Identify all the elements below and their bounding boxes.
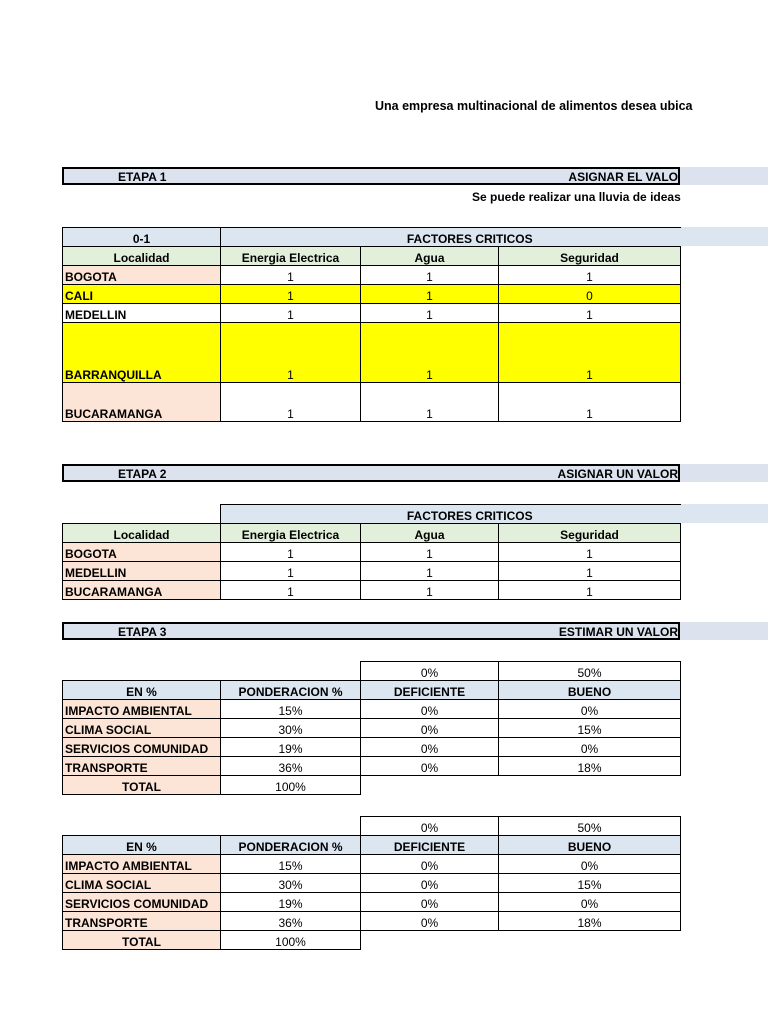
security-cell: 1 [499,266,681,285]
empty-cell [221,817,361,836]
locality-cell: CALI [63,285,221,304]
stage1-header-ext [680,227,768,246]
stage1-factors-header: FACTORES CRITICOS [221,228,681,247]
table-row [63,266,681,285]
col-weight: PONDERACION % [221,836,361,855]
table-row [63,323,681,383]
table-row [63,738,681,757]
security-cell: 1 [499,304,681,323]
col-en: EN % [63,681,221,700]
stage2-factors-header: FACTORES CRITICOS [221,505,681,524]
weight-cell: 19% [221,893,361,912]
good-cell: 18% [499,912,681,931]
table-row [63,719,681,738]
energy-cell: 1 [221,304,361,323]
water-cell: 1 [361,383,499,422]
stage3-table-b [62,816,681,950]
weight-cell: 30% [221,719,361,738]
weight-cell: 19% [221,738,361,757]
good-cell: 15% [499,874,681,893]
stage2-right-text: ASIGNAR UN VALOR [557,467,678,481]
good-cell: 0% [499,700,681,719]
deficient-cell: 0% [361,757,499,776]
energy-cell: 1 [221,323,361,383]
locality-cell: MEDELLIN [63,562,221,581]
energy-cell: 1 [221,285,361,304]
weight-cell: 36% [221,757,361,776]
factor-name: TRANSPORTE [63,757,221,776]
pct-good: 50% [499,662,681,681]
pct-deficient: 0% [361,662,499,681]
empty-cell [361,931,499,950]
stage2-col-energy: Energia Electrica [221,524,361,543]
stage3-table-a [62,661,681,795]
stage2-table [62,504,681,600]
stage1-col-water: Agua [361,247,499,266]
stage2-empty-corner [63,505,221,524]
weight-cell: 15% [221,855,361,874]
stage3-bar [62,622,680,640]
table-row [63,285,681,304]
empty-cell [499,776,681,795]
stage1-col-loc: Localidad [63,247,221,266]
total-label: TOTAL [63,931,221,950]
stage2-label: ETAPA 2 [118,467,167,481]
deficient-cell: 0% [361,874,499,893]
empty-cell [63,817,221,836]
energy-cell: 1 [221,562,361,581]
stage1-label: ETAPA 1 [118,170,167,184]
stage1-bar-ext [680,167,768,185]
security-cell: 1 [499,581,681,600]
stage3-right-text: ESTIMAR UN VALOR [558,625,678,639]
factor-name: SERVICIOS COMUNIDAD [63,893,221,912]
stage1-col-energy: Energia Electrica [221,247,361,266]
pct-good: 50% [499,817,681,836]
stage1-table [62,227,681,422]
factor-name: TRANSPORTE [63,912,221,931]
table-row [63,581,681,600]
stage1-col-security: Seguridad [499,247,681,266]
locality-cell: MEDELLIN [63,304,221,323]
weight-cell: 15% [221,700,361,719]
empty-cell [63,662,221,681]
security-cell: 1 [499,323,681,383]
col-en: EN % [63,836,221,855]
security-cell: 1 [499,383,681,422]
factor-name: CLIMA SOCIAL [63,719,221,738]
security-cell: 0 [499,285,681,304]
security-cell: 1 [499,543,681,562]
table-row [63,304,681,323]
energy-cell: 1 [221,543,361,562]
empty-cell [221,662,361,681]
factor-name: IMPACTO AMBIENTAL [63,855,221,874]
deficient-cell: 0% [361,719,499,738]
table-row [63,855,681,874]
total-value: 100% [221,931,361,950]
water-cell: 1 [361,266,499,285]
weight-cell: 36% [221,912,361,931]
factor-name: CLIMA SOCIAL [63,874,221,893]
deficient-cell: 0% [361,855,499,874]
stage2-bar-ext [680,464,768,482]
total-value: 100% [221,776,361,795]
stage1-right-text: ASIGNAR EL VALO [568,170,678,184]
security-cell: 1 [499,562,681,581]
empty-cell [361,776,499,795]
col-deficient: DEFICIENTE [361,681,499,700]
good-cell: 0% [499,738,681,757]
total-row [63,776,681,795]
stage1-corner: 0-1 [63,228,221,247]
stage3-bar-ext [680,622,768,640]
good-cell: 0% [499,893,681,912]
pct-deficient: 0% [361,817,499,836]
factor-name: SERVICIOS COMUNIDAD [63,738,221,757]
intro-text: Una empresa multinacional de alimentos desea ubica [375,99,693,113]
col-weight: PONDERACION % [221,681,361,700]
stage2-header-ext [680,504,768,523]
table-row [63,543,681,562]
deficient-cell: 0% [361,738,499,757]
water-cell: 1 [361,304,499,323]
weight-cell: 30% [221,874,361,893]
water-cell: 1 [361,285,499,304]
table-row [63,383,681,422]
table-row [63,893,681,912]
good-cell: 0% [499,855,681,874]
stage2-col-water: Agua [361,524,499,543]
water-cell: 1 [361,543,499,562]
col-deficient: DEFICIENTE [361,836,499,855]
water-cell: 1 [361,562,499,581]
stage1-bar [62,167,680,185]
table-row [63,874,681,893]
locality-cell: BOGOTA [63,266,221,285]
stage3-label: ETAPA 3 [118,625,167,639]
total-label: TOTAL [63,776,221,795]
energy-cell: 1 [221,581,361,600]
deficient-cell: 0% [361,700,499,719]
total-row [63,931,681,950]
water-cell: 1 [361,323,499,383]
col-good: BUENO [499,836,681,855]
good-cell: 15% [499,719,681,738]
stage1-note: Se puede realizar una lluvia de ideas [472,190,681,204]
locality-cell: BOGOTA [63,543,221,562]
good-cell: 18% [499,757,681,776]
energy-cell: 1 [221,383,361,422]
stage2-col-loc: Localidad [63,524,221,543]
locality-cell: BUCARAMANGA [63,383,221,422]
deficient-cell: 0% [361,893,499,912]
locality-cell: BARRANQUILLA [63,323,221,383]
stage2-col-security: Seguridad [499,524,681,543]
locality-cell: BUCARAMANGA [63,581,221,600]
energy-cell: 1 [221,266,361,285]
table-row [63,912,681,931]
water-cell: 1 [361,581,499,600]
table-row [63,757,681,776]
factor-name: IMPACTO AMBIENTAL [63,700,221,719]
table-row [63,562,681,581]
deficient-cell: 0% [361,912,499,931]
empty-cell [499,931,681,950]
col-good: BUENO [499,681,681,700]
stage2-bar [62,464,680,482]
table-row [63,700,681,719]
